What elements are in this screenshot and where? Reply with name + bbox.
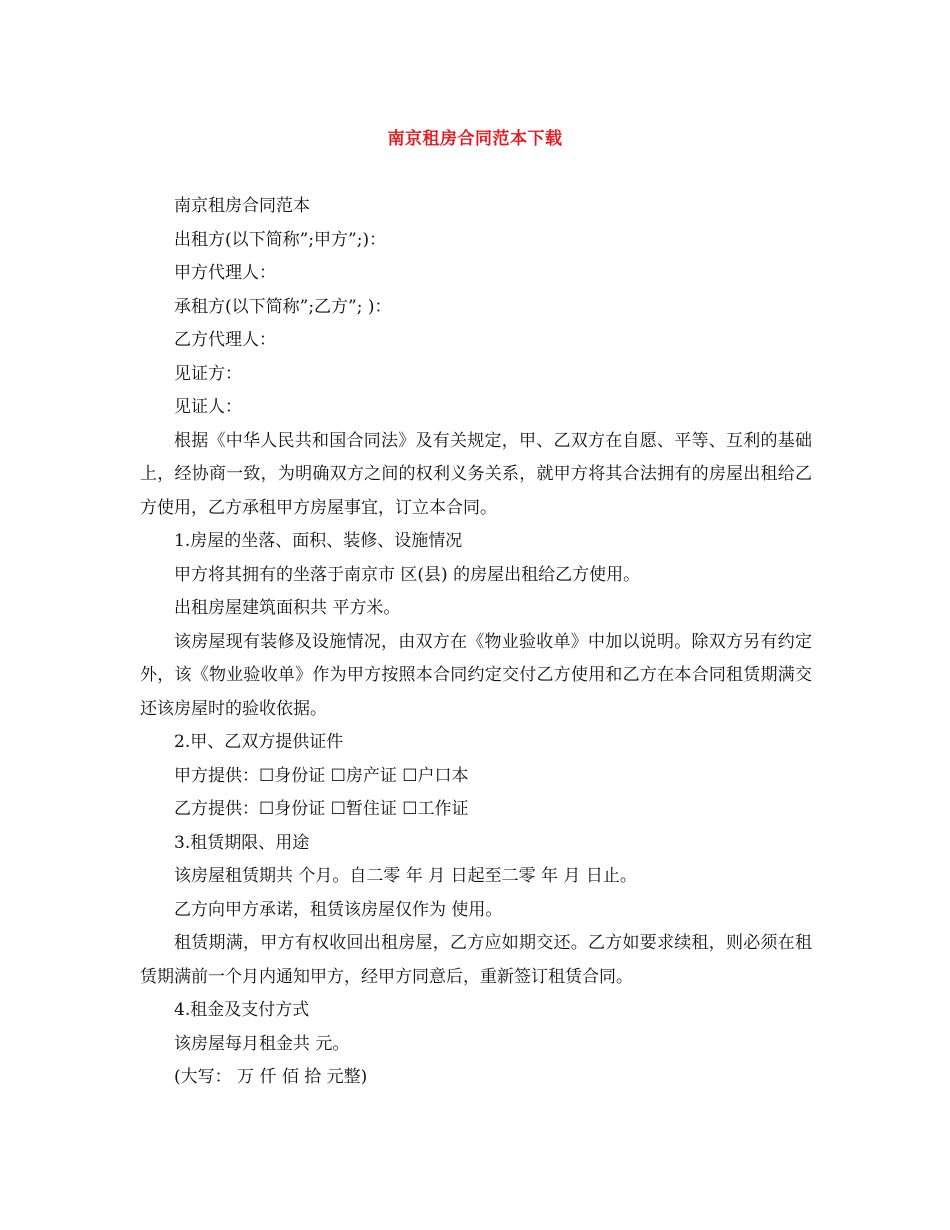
paragraph-heading: 南京租房合同范本 — [174, 196, 310, 216]
paragraph-location: 甲方将其拥有的坐落于南京市 区(县) 的房屋出租给乙方使用。 — [174, 564, 641, 585]
paragraph-witness-person: 见证人： — [174, 397, 242, 417]
paragraph-decoration: 该房屋现有装修及设施情况，由双方在《物业验收单》中加以说明。除双方另有约定外，该《物业验收单》作为甲方按照本合同约定交付乙方使用和乙方在本合同租赁期满交还该房屋时的验收依据。 — [140, 631, 812, 719]
paragraph-rent-in-words: (大写： 万 仟 佰 拾 元整) — [174, 1067, 368, 1087]
paragraph-lessor: 出租方(以下简称”;甲方”;)： — [174, 229, 387, 250]
paragraph-usage: 乙方向甲方承诺，租赁该房屋仅作为 使用。 — [174, 899, 503, 920]
section-heading-1: 1.房屋的坐落、面积、装修、设施情况 — [174, 531, 463, 551]
section-heading-2: 2.甲、乙双方提供证件 — [174, 732, 344, 752]
paragraph-party-b-documents: 乙方提供：☐身份证 ☐暂住证 ☐工作证 — [174, 799, 469, 819]
paragraph-monthly-rent: 该房屋每月租金共 元。 — [174, 1033, 350, 1054]
section-heading-3: 3.租赁期限、用途 — [174, 832, 310, 853]
paragraph-party-a-documents: 甲方提供：☐身份证 ☐房产证 ☐户口本 — [174, 765, 469, 786]
document-title: 南京租房合同范本下载 — [387, 129, 563, 149]
paragraph-lease-term: 该房屋租赁期共 个月。自二零 年 月 日起至二零 年 月 日止。 — [174, 866, 637, 886]
paragraph-witness-party: 见证方： — [174, 363, 242, 384]
paragraph-lessee: 承租方(以下简称”;乙方”; )： — [174, 296, 392, 317]
paragraph-renewal: 租赁期满，甲方有权收回出租房屋，乙方应如期交还。乙方如要求续租，则必须在租赁期满前一个月内通知甲方，经甲方同意后，重新签订租赁合同。 — [140, 933, 812, 987]
paragraph-lessor-agent: 甲方代理人： — [174, 263, 276, 283]
paragraph-area: 出租房屋建筑面积共 平方米。 — [174, 598, 401, 618]
section-heading-4: 4.租金及支付方式 — [174, 1000, 310, 1020]
document-body — [140, 190, 812, 1095]
paragraph-lessee-agent: 乙方代理人： — [174, 330, 276, 350]
paragraph-preamble: 根据《中华人民共和国合同法》及有关规定，甲、乙双方在自愿、平等、互利的基础上，经协商一致，为明确双方之间的权利义务关系，就甲方将其合法拥有的房屋出租给乙方使用，乙方承租甲方房屋事宜，订立本合同。 — [140, 430, 812, 518]
